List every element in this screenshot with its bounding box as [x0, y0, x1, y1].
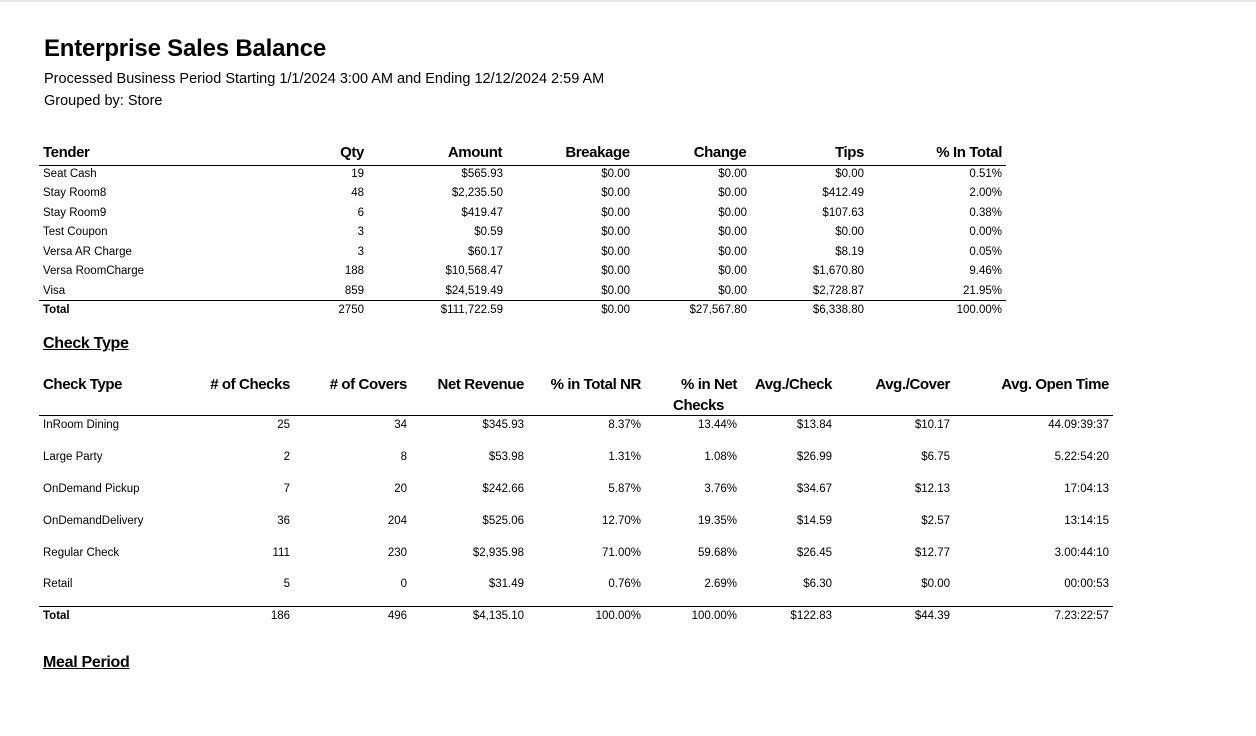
check-cell: $26.99: [796, 451, 832, 463]
check-header-5: % in Net: [681, 376, 737, 393]
check-cell: 204: [387, 515, 407, 527]
check-cell: 2.69%: [704, 578, 737, 590]
check-cell: $31.49: [488, 578, 524, 590]
tender-cell: $0.00: [718, 246, 747, 258]
tender-header-4: Change: [693, 144, 747, 161]
check-cell: 13:14:15: [1064, 515, 1109, 527]
tender-header-1: Qty: [340, 144, 364, 161]
tender-header-2: Amount: [447, 144, 503, 161]
check-total-cell: $44.39: [914, 610, 950, 622]
tender-row-label: Stay Room8: [43, 187, 107, 199]
tender-cell: $0.59: [474, 226, 503, 238]
check-cell: 5.22:54:20: [1054, 451, 1109, 463]
tender-row-label: Test Coupon: [43, 226, 108, 238]
check-cell: 19.35%: [697, 515, 737, 527]
tender-row-label: Versa RoomCharge: [43, 265, 144, 277]
check-total-cell: 7.23:22:57: [1054, 610, 1109, 622]
tender-cell: 0.00%: [969, 226, 1002, 238]
tender-cell: 21.95%: [962, 285, 1002, 297]
check-row-label: OnDemandDelivery: [43, 515, 144, 527]
tender-cell: $0.00: [601, 265, 630, 277]
tender-header-0: Tender: [43, 144, 90, 161]
tender-total-cell: $0.00: [601, 304, 630, 316]
check-cell: 7: [283, 483, 290, 495]
check-total-cell: $122.83: [790, 610, 832, 622]
check-cell: $0.00: [921, 578, 950, 590]
check-cell: 17:04:13: [1064, 483, 1109, 495]
check-header-5-line2: Checks: [673, 397, 724, 414]
check-total-cell: 496: [387, 610, 407, 622]
tender-total-cell: 2750: [338, 304, 364, 316]
tender-cell: 188: [344, 265, 364, 277]
report-period: Processed Business Period Starting 1/1/2024 3:00 AM and Ending 12/12/2024 2:59 AM: [44, 71, 605, 87]
check-header-3: Net Revenue: [437, 376, 524, 393]
tender-cell: $0.00: [835, 226, 864, 238]
check-cell: $34.67: [796, 483, 832, 495]
tender-cell: 0.38%: [969, 207, 1002, 219]
check-cell: 111: [272, 547, 290, 559]
tender-cell: 859: [344, 285, 364, 297]
tender-header-5: Tips: [835, 144, 864, 161]
check-total-rule: [39, 606, 1113, 607]
tender-total-rule: [39, 300, 1006, 301]
check-total-cell: 100.00%: [595, 610, 641, 622]
tender-row-label: Visa: [43, 285, 66, 297]
tender-cell: 0.51%: [969, 168, 1002, 180]
tender-row-label: Versa AR Charge: [43, 246, 132, 258]
tender-cell: $0.00: [601, 207, 630, 219]
tender-cell: 0.05%: [969, 246, 1002, 258]
check-cell: $345.93: [482, 419, 524, 431]
tender-total-cell: $6,338.80: [812, 304, 864, 316]
check-cell: 230: [387, 547, 407, 559]
check-cell: 5.87%: [608, 483, 641, 495]
check-header-4: % in Total NR: [550, 376, 641, 393]
check-total-cell: 186: [270, 610, 290, 622]
check-header-6: Avg./Check: [754, 376, 832, 393]
tender-cell: $565.93: [461, 168, 503, 180]
tender-row-label: Seat Cash: [43, 168, 97, 180]
tender-cell: $0.00: [601, 226, 630, 238]
tender-cell: $10,568.47: [445, 265, 503, 277]
check-cell: $2.57: [921, 515, 950, 527]
check-row-label: Retail: [43, 578, 73, 590]
tender-cell: 9.46%: [969, 265, 1002, 277]
tender-cell: $0.00: [601, 285, 630, 297]
check-cell: $53.98: [488, 451, 524, 463]
tender-cell: $0.00: [718, 187, 747, 199]
check-header-rule: [39, 415, 1113, 416]
tender-cell: $419.47: [461, 207, 503, 219]
check-row-label: Large Party: [43, 451, 103, 463]
check-cell: 20: [394, 483, 407, 495]
tender-cell: $0.00: [718, 207, 747, 219]
tender-cell: 6: [357, 207, 364, 219]
tender-total-label: Total: [43, 304, 70, 316]
check-cell: 12.70%: [601, 515, 641, 527]
page-top-border: [0, 0, 1256, 2]
check-cell: $13.84: [796, 419, 832, 431]
tender-cell: $60.17: [467, 246, 503, 258]
tender-total-cell: $111,722.59: [440, 304, 503, 316]
tender-cell: 2.00%: [969, 187, 1002, 199]
report-title: Enterprise Sales Balance: [44, 35, 327, 62]
check-cell: 5: [283, 578, 290, 590]
check-total-cell: 100.00%: [691, 610, 737, 622]
tender-total-cell: 100.00%: [956, 304, 1002, 316]
tender-cell: $0.00: [601, 187, 630, 199]
check-header-2: # of Covers: [329, 376, 407, 393]
check-cell: $26.45: [796, 547, 832, 559]
check-cell: 34: [394, 419, 407, 431]
tender-cell: $0.00: [601, 246, 630, 258]
tender-cell: $0.00: [718, 168, 747, 180]
check-cell: $242.66: [482, 483, 524, 495]
check-cell: 8: [400, 451, 407, 463]
tender-cell: 19: [351, 168, 364, 180]
tender-cell: $2,235.50: [451, 187, 503, 199]
tender-header-3: Breakage: [565, 144, 630, 161]
check-cell: $14.59: [796, 515, 832, 527]
check-row-label: InRoom Dining: [43, 419, 120, 431]
tender-total-cell: $27,567.80: [689, 304, 747, 316]
check-cell: 1.31%: [608, 451, 641, 463]
check-cell: 1.08%: [704, 451, 737, 463]
check-cell: 0.76%: [608, 578, 641, 590]
check-cell: 44.09:39:37: [1048, 419, 1109, 431]
section-title-meal-period: Meal Period: [43, 654, 130, 671]
check-header-0: Check Type: [43, 376, 123, 393]
check-cell: $12.13: [914, 483, 950, 495]
tender-cell: $0.00: [718, 226, 747, 238]
tender-cell: $0.00: [718, 265, 747, 277]
check-row-label: Regular Check: [43, 547, 120, 559]
check-cell: 71.00%: [601, 547, 641, 559]
check-cell: 3.00:44:10: [1054, 547, 1109, 559]
tender-row-label: Stay Room9: [43, 207, 107, 219]
check-cell: 00:00:53: [1064, 578, 1109, 590]
tender-cell: $412.49: [822, 187, 864, 199]
check-total-cell: $4,135.10: [472, 610, 524, 622]
check-header-1: # of Checks: [210, 376, 290, 393]
section-title-check-type: Check Type: [43, 335, 129, 352]
check-cell: 0: [400, 578, 407, 590]
tender-cell: 3: [357, 226, 364, 238]
check-cell: $525.06: [482, 515, 524, 527]
check-cell: 59.68%: [697, 547, 737, 559]
check-cell: $12.77: [914, 547, 950, 559]
tender-cell: $2,728.87: [812, 285, 864, 297]
tender-header-rule: [39, 165, 1006, 166]
check-cell: 8.37%: [608, 419, 641, 431]
check-cell: 13.44%: [697, 419, 737, 431]
check-cell: $6.30: [803, 578, 832, 590]
tender-header-6: % In Total: [936, 144, 1002, 161]
check-cell: $6.75: [921, 451, 950, 463]
check-cell: 3.76%: [704, 483, 737, 495]
check-cell: $10.17: [914, 419, 950, 431]
tender-cell: 48: [351, 187, 364, 199]
check-cell: $2,935.98: [472, 547, 524, 559]
check-header-8: Avg. Open Time: [1001, 376, 1109, 393]
check-row-label: OnDemand Pickup: [43, 483, 140, 495]
check-cell: 2: [283, 451, 290, 463]
tender-cell: $0.00: [835, 168, 864, 180]
check-cell: 25: [277, 419, 290, 431]
check-header-7: Avg./Cover: [875, 376, 950, 393]
tender-cell: $1,670.80: [812, 265, 864, 277]
tender-cell: $0.00: [601, 168, 630, 180]
report-grouping: Grouped by: Store: [44, 93, 163, 109]
check-cell: 36: [277, 515, 290, 527]
tender-cell: $0.00: [718, 285, 747, 297]
tender-cell: $24,519.49: [445, 285, 503, 297]
tender-cell: $107.63: [822, 207, 864, 219]
tender-cell: $8.19: [835, 246, 864, 258]
tender-cell: 3: [357, 246, 364, 258]
check-total-label: Total: [43, 610, 70, 622]
